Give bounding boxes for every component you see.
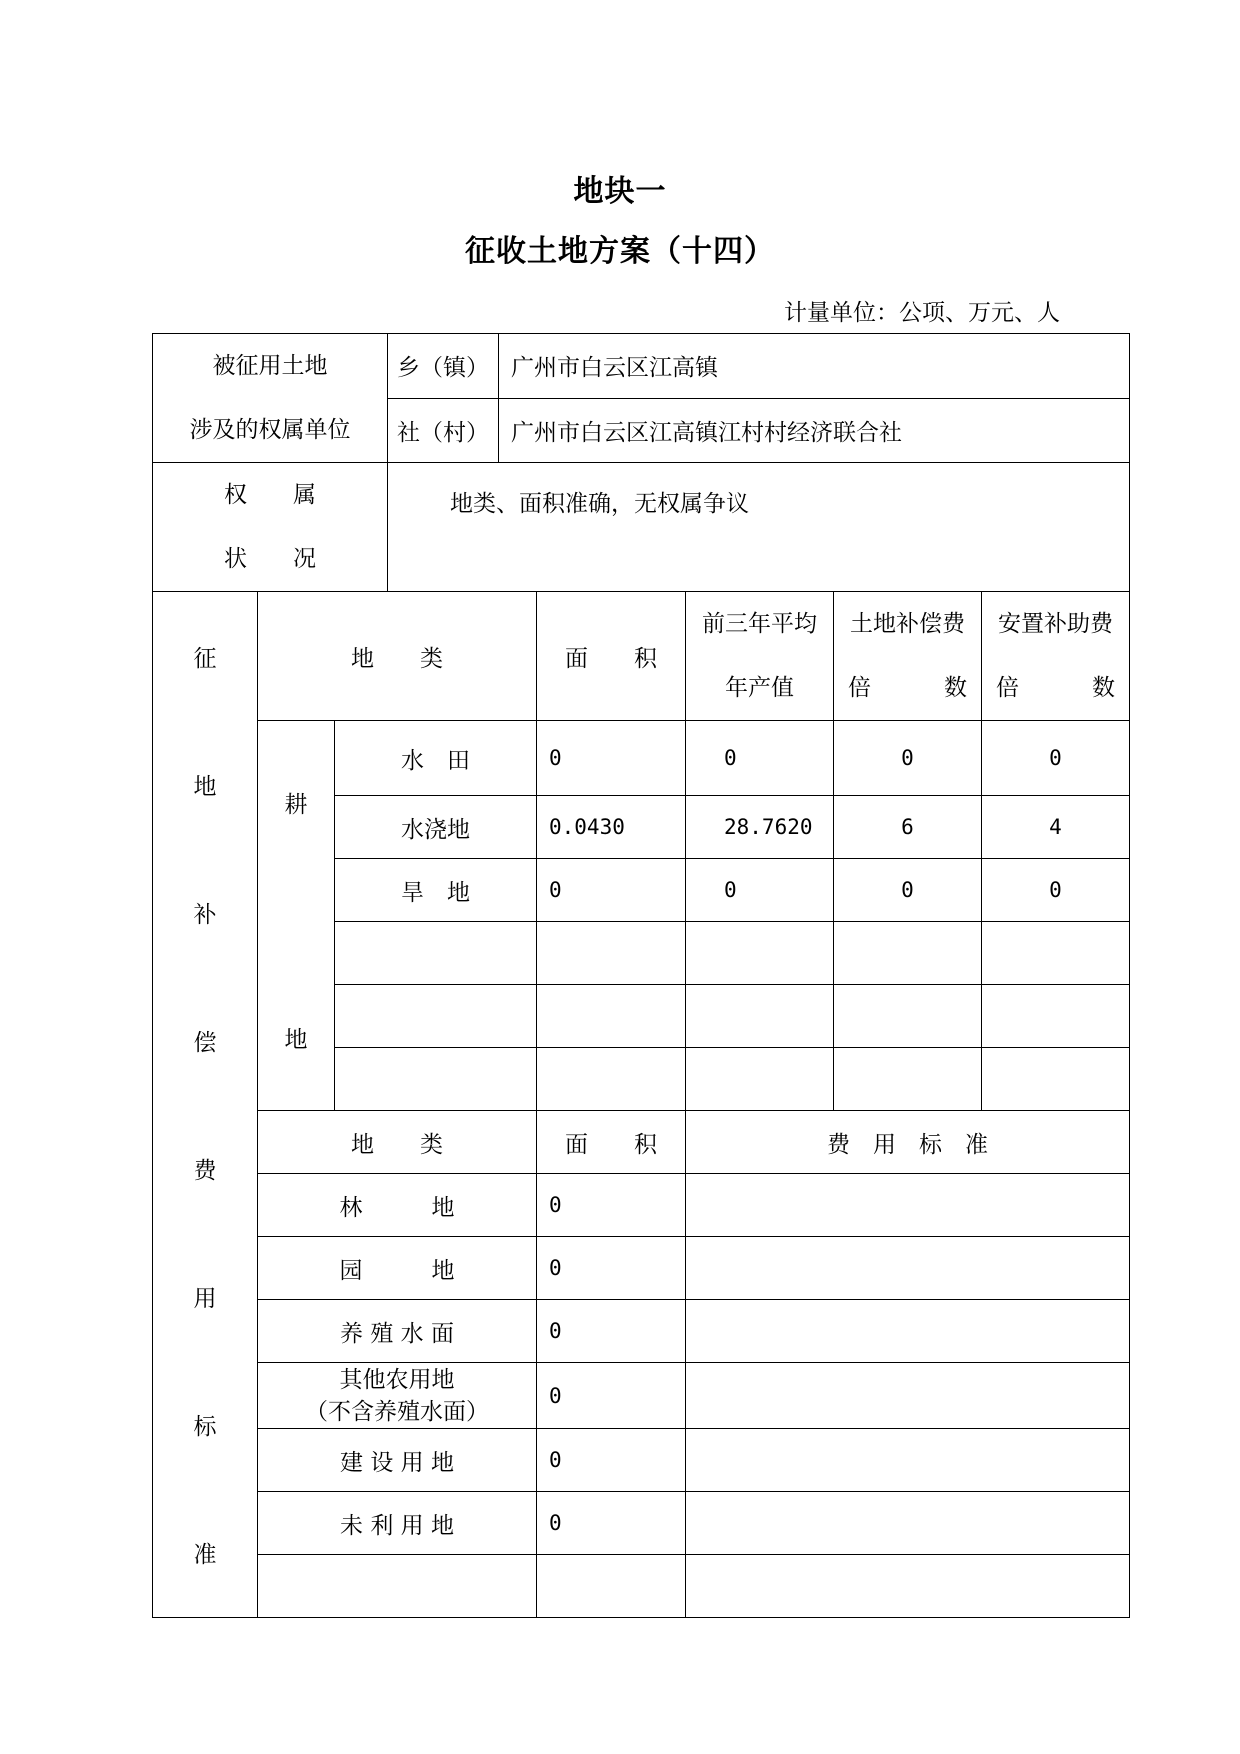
other-land-standard — [686, 1429, 1130, 1492]
header-avg-line1: 前三年平均 — [702, 611, 817, 637]
other-land-type: 未 利 用 地 — [258, 1492, 537, 1555]
header-resettle-fee — [982, 592, 1130, 721]
header-land-fee-line2a: 倍 — [848, 675, 871, 701]
side-char: 标 — [193, 1414, 217, 1441]
side-char: 用 — [193, 1286, 217, 1313]
rights-label-line2: 状 况 — [224, 546, 316, 572]
other-land-row — [153, 1363, 1130, 1429]
village-label: 社（村） — [388, 398, 499, 463]
rights-label-cell — [153, 463, 388, 592]
farmland-type: 旱 地 — [335, 859, 537, 922]
other-land-type: 养 殖 水 面 — [258, 1300, 537, 1363]
other-land-type: 园 地 — [258, 1237, 537, 1300]
other-land-row — [153, 1174, 1130, 1237]
farmland-area: 0 — [537, 859, 686, 922]
farmland-resettle: 0 — [982, 859, 1130, 922]
rights-row — [153, 463, 1130, 592]
ownership-label-line1: 被征用土地 — [212, 353, 328, 379]
other-header-land-type: 地 类 — [258, 1111, 537, 1174]
other-land-row — [153, 1429, 1130, 1492]
other-land-standard — [686, 1174, 1130, 1237]
side-char: 补 — [193, 901, 217, 928]
farmland-row — [153, 721, 1130, 796]
header-area: 面 积 — [537, 592, 686, 721]
other-land-type: 林 地 — [258, 1174, 537, 1237]
other-land-area: 0 — [537, 1492, 686, 1555]
other-land-standard — [686, 1237, 1130, 1300]
header-land-fee-line1: 土地补偿费 — [850, 611, 965, 637]
farmland-land-fee: 0 — [834, 721, 982, 796]
ownership-town-row — [153, 334, 1130, 399]
comp-header-row — [153, 592, 1130, 721]
other-header-row — [153, 1111, 1130, 1174]
other-agri-type — [258, 1363, 537, 1429]
farmland-land-fee: 6 — [834, 796, 982, 859]
side-char: 征 — [193, 645, 217, 672]
farmland-area: 0.0430 — [537, 796, 686, 859]
header-avg-line2: 年产值 — [725, 675, 794, 701]
farmland-label-top: 耕 — [284, 791, 308, 818]
farmland-type: 水浇地 — [335, 796, 537, 859]
other-land-standard — [686, 1492, 1130, 1555]
comp-side-label — [153, 592, 258, 1618]
other-land-area: 0 — [537, 1174, 686, 1237]
farmland-resettle: 0 — [982, 721, 1130, 796]
other-land-standard — [686, 1300, 1130, 1363]
other-agri-line2: （不含养殖水面） — [305, 1398, 489, 1425]
farmland-area: 0 — [537, 721, 686, 796]
other-land-area: 0 — [537, 1237, 686, 1300]
land-acquisition-form — [152, 333, 1130, 1618]
other-land-row — [153, 1300, 1130, 1363]
ownership-label-cell — [153, 334, 388, 463]
document-subtitle: 征收土地方案（十四） — [465, 234, 775, 269]
rights-label-line1: 权 属 — [224, 482, 316, 508]
header-land-fee-line2b: 数 — [944, 675, 967, 701]
other-land-type: 建 设 用 地 — [258, 1429, 537, 1492]
other-land-standard — [686, 1363, 1130, 1429]
header-resettle-line1: 安置补助费 — [998, 611, 1113, 637]
farmland-resettle: 4 — [982, 796, 1130, 859]
farmland-label-bottom: 地 — [284, 1026, 308, 1053]
other-header-area: 面 积 — [537, 1111, 686, 1174]
unit-note: 计量单位：公项、万元、人 — [784, 300, 1060, 326]
farmland-avg: 28.7620 — [686, 796, 834, 859]
side-char: 费 — [193, 1158, 217, 1185]
town-label: 乡（镇） — [388, 334, 499, 399]
other-land-row — [153, 1492, 1130, 1555]
farmland-label — [258, 721, 335, 1111]
other-land-area: 0 — [537, 1300, 686, 1363]
farmland-avg: 0 — [686, 859, 834, 922]
header-resettle-line2b: 数 — [1092, 675, 1115, 701]
other-land-area: 0 — [537, 1429, 686, 1492]
side-char: 地 — [193, 773, 217, 800]
town-value: 广州市白云区江高镇 — [499, 334, 1130, 399]
other-land-row — [153, 1237, 1130, 1300]
farmland-type: 水 田 — [335, 721, 537, 796]
other-agri-line1: 其他农用地 — [339, 1366, 455, 1393]
other-land-area: 0 — [537, 1363, 686, 1429]
ownership-label-line2: 涉及的权属单位 — [189, 417, 351, 443]
side-char: 偿 — [193, 1029, 217, 1056]
rights-value: 地类、面积准确，无权属争议 — [388, 463, 1130, 592]
farmland-avg: 0 — [686, 721, 834, 796]
other-header-standard: 费 用 标 准 — [686, 1111, 1130, 1174]
header-avg-output — [686, 592, 834, 721]
side-char: 准 — [193, 1542, 217, 1569]
document-title: 地块一 — [573, 174, 667, 209]
other-land-empty-row — [153, 1555, 1130, 1618]
header-land-fee — [834, 592, 982, 721]
farmland-land-fee: 0 — [834, 859, 982, 922]
header-land-type: 地 类 — [258, 592, 537, 721]
village-value: 广州市白云区江高镇江村村经济联合社 — [499, 398, 1130, 463]
header-resettle-line2a: 倍 — [996, 675, 1019, 701]
